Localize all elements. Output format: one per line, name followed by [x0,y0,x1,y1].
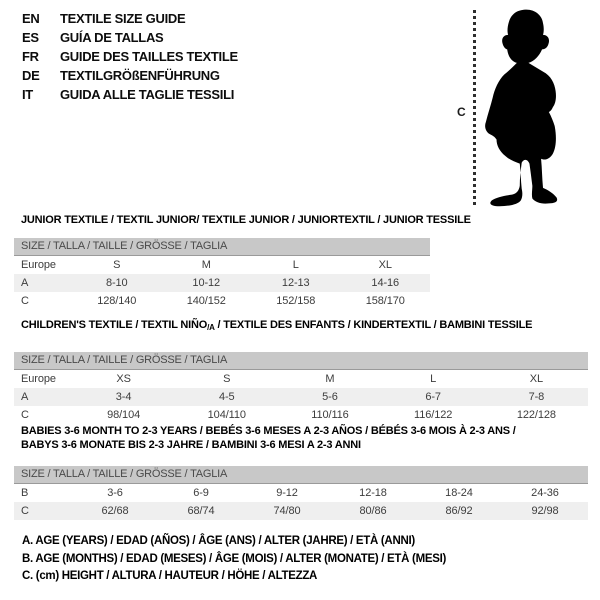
table-row [14,484,588,502]
language-row-it [22,85,238,104]
table-title-line [21,213,471,227]
size-table-section-1 [14,213,471,310]
size-cell: 152/158 [276,295,316,307]
table-title [14,424,588,452]
table-row [14,370,588,388]
language-code: DE [22,68,40,83]
size-cell: 8-10 [105,277,128,289]
footnote-line: A. AGE (YEARS) / EDAD (AÑOS) / ÂGE (ANS) / ALTER (JAHRE) / ETÀ (ANNI) [22,535,415,547]
table-title-text: JUNIOR TEXTILE / TEXTIL JUNIOR/ TEXTILE JUNIOR / JUNIORTEXTIL / JUNIOR TESSILE [21,214,471,226]
size-cell: 12-18 [359,487,387,499]
language-title: TEXTILE SIZE GUIDE [60,11,186,26]
language-code: EN [22,11,40,26]
size-cell: 116/122 [414,409,453,421]
language-title: GUIDE DES TAILLES TEXTILE [60,49,238,64]
size-cell: 74/80 [273,505,301,517]
row-label: Europe [21,259,56,271]
size-cell: 80/86 [359,505,387,517]
row-label: C [21,505,29,517]
table-row [14,292,430,310]
size-header-bar: SIZE / TALLA / TAILLE / GRÖSSE / TAGLIA [14,466,588,484]
size-table [14,370,588,424]
size-cell: 4-5 [218,391,235,403]
language-code: ES [22,30,39,45]
baby-silhouette-icon [482,7,574,207]
footnotes [22,533,446,586]
size-cell: XL [529,373,543,385]
size-cell: 110/116 [311,409,349,421]
size-cell: 6-9 [193,487,209,499]
size-cell: 24-36 [531,487,559,499]
size-cell: 86/92 [445,505,473,517]
height-marker-label: C [457,105,466,119]
table-title-text: BABYS 3-6 MONATE BIS 2-3 JAHRE / BAMBINI 3-6 MESI A 2-3 ANNI [21,439,361,451]
size-cell: 14-16 [371,277,400,289]
size-cell: 62/68 [101,505,129,517]
row-label: A [21,277,29,289]
language-title: GUIDA ALLE TAGLIE TESSILI [60,87,235,102]
size-cell: 92/98 [531,505,559,517]
table-title-text: CHILDREN'S TEXTILE / TEXTIL NIÑO [21,319,208,331]
table-row [14,256,430,274]
row-label: A [21,391,29,403]
size-cell: 6-7 [425,391,441,403]
size-cell: 7-8 [528,391,545,403]
table-row [14,274,430,292]
size-cell: 98/104 [107,409,141,421]
language-row-en [22,9,238,28]
table-title-line [21,424,588,438]
row-label: C [21,409,29,421]
language-title: GUÍA DE TALLAS [60,30,164,45]
language-list [22,9,238,104]
size-cell: 3-4 [115,391,132,403]
language-title: TEXTILGRÖßENFÜHRUNG [60,68,220,83]
table-title-line [21,438,588,452]
table-row [14,502,588,520]
size-header-bar: SIZE / TALLA / TAILLE / GRÖSSE / TAGLIA [14,238,430,256]
footnote-line: C. (cm) HEIGHT / ALTURA / HAUTEUR / HÖHE / ALTEZZA [22,570,318,582]
size-cell: 104/110 [207,409,246,421]
size-cell: 3-6 [107,487,123,499]
table-title-text: / TEXTILE DES ENFANTS / KINDERTEXTIL / BAMBINI TESSILE [214,319,533,331]
language-row-de [22,66,238,85]
row-label: B [21,487,29,499]
size-cell: S [113,259,121,271]
size-table-section-2 [14,318,588,424]
footnote-line: B. AGE (MONTHS) / EDAD (MESES) / ÂGE (MOIS) / ALTER (MONATE) / ETÀ (MESI) [22,552,447,565]
size-cell: 158/170 [365,295,405,307]
language-row-es [22,28,238,47]
row-label: Europe [21,373,56,385]
size-cell: M [201,259,211,271]
size-header-bar: SIZE / TALLA / TAILLE / GRÖSSE / TAGLIA [14,352,588,370]
size-cell: 18-24 [445,487,473,499]
size-cell: M [325,373,335,385]
table-title-text: BABIES 3-6 MONTH TO 2-3 YEARS / BEBÉS 3-6 MESES A 2-3 AÑOS / BÉBÉS 3-6 MOIS À 2-3 ANS / [21,425,516,437]
size-cell: L [292,259,299,271]
size-cell: 9-12 [276,487,298,499]
size-cell: L [430,373,437,385]
height-measure-dashed-line [473,10,476,206]
table-title-subscript: /A [207,323,215,332]
table-row [14,388,588,406]
size-cell: 128/140 [97,295,137,307]
size-table [14,256,430,310]
size-cell: 68/74 [187,505,215,517]
table-title [14,318,588,335]
size-table [14,484,588,520]
row-label: C [21,295,29,307]
size-table-section-3 [14,424,588,520]
size-cell: XS [116,373,131,385]
size-cell: 122/128 [516,409,556,421]
table-title-line [21,318,588,335]
size-cell: 12-13 [281,277,310,289]
table-title [14,213,471,227]
size-cell: 140/152 [186,295,226,307]
language-row-fr [22,47,238,66]
table-row [14,406,588,424]
language-code: FR [22,49,39,64]
language-code: IT [22,87,33,102]
size-cell: XL [378,259,392,271]
size-cell: 10-12 [192,277,221,289]
size-cell: 5-6 [322,391,338,403]
size-cell: S [223,373,231,385]
